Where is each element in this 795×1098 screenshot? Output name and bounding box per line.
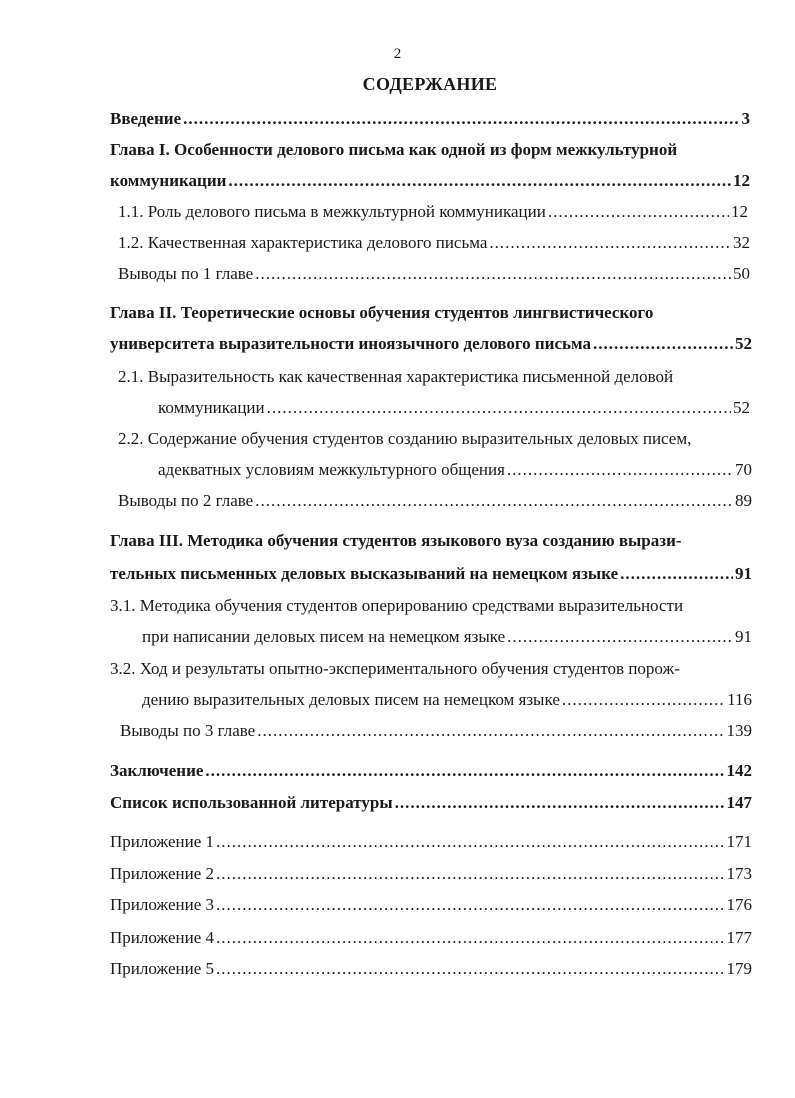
toc-section-2-2-title[interactable]: 2.2. Содержание обучения студентов созданию выразительных деловых писем, [118, 429, 692, 448]
toc-label: коммуникации [158, 398, 265, 417]
toc-label: Выводы по 2 главе [118, 491, 254, 510]
dot-leader [216, 927, 725, 949]
toc-page-number: 3 [741, 109, 750, 128]
dot-leader [216, 863, 725, 885]
dot-leader [489, 232, 731, 254]
toc-page-number: 91 [735, 627, 752, 646]
dot-leader [216, 831, 725, 853]
toc-page-number: 171 [726, 832, 752, 851]
toc-entry-conclusions-3[interactable] [120, 720, 752, 742]
toc-entry-3-1[interactable] [142, 626, 752, 648]
dot-leader [216, 958, 725, 980]
toc-section-3-2-title[interactable]: 3.2. Ход и результаты опытно-экспериментального обучения студентов порож- [110, 659, 680, 678]
toc-page-number: 176 [726, 895, 752, 914]
toc-label: тельных письменных деловых высказываний на немецком языке [110, 564, 619, 583]
toc-chapter-3-title[interactable]: Глава III. Методика обучения студентов языкового вуза созданию вырази- [110, 531, 682, 550]
toc-entry-appendix-1[interactable] [110, 831, 752, 853]
toc-label: 1.1. Роль делового письма в межкультурной коммуникации [118, 202, 546, 221]
toc-label: дению выразительных деловых писем на немецком языке [142, 690, 560, 709]
toc-page-number: 50 [733, 264, 750, 283]
dot-leader [183, 108, 739, 130]
dot-leader [216, 894, 725, 916]
toc-page-number: 173 [726, 864, 752, 883]
toc-page-number: 139 [726, 721, 752, 740]
dot-leader [507, 459, 733, 481]
toc-label: 1.2. Качественная характеристика делового письма [118, 233, 488, 252]
dot-leader [548, 201, 729, 223]
toc-entry-bibliography[interactable] [110, 792, 752, 814]
toc-entry-conclusions-1[interactable] [118, 263, 750, 285]
toc-section-2-1-title[interactable]: 2.1. Выразительность как качественная характеристика письменной деловой [118, 367, 674, 386]
toc-chapter-1-title[interactable]: Глава I. Особенности делового письма как одной из форм межкультурной [110, 140, 678, 159]
toc-label: Заключение [110, 761, 204, 780]
page-number: 2 [393, 46, 402, 62]
toc-page-number: 32 [733, 233, 750, 252]
toc-label: Приложение 3 [110, 895, 214, 914]
toc-page-number: 70 [735, 460, 752, 479]
dot-leader [593, 333, 733, 355]
dot-leader [562, 689, 725, 711]
toc-entry-appendix-4[interactable] [110, 927, 752, 949]
toc-label: Список использованной литературы [110, 793, 393, 812]
toc-page-number: 89 [735, 491, 752, 510]
dot-leader [267, 397, 731, 419]
toc-entry-appendix-2[interactable] [110, 863, 752, 885]
toc-entry-1-1[interactable] [118, 201, 748, 223]
toc-chapter-2-title[interactable]: Глава II. Теоретические основы обучения студентов лингвистического [110, 303, 654, 322]
toc-page-number: 12 [731, 202, 748, 221]
toc-label: Приложение 5 [110, 959, 214, 978]
toc-label: университета выразительности иноязычного делового письма [110, 334, 591, 353]
dot-leader [255, 263, 731, 285]
toc-label: Выводы по 3 главе [120, 721, 256, 740]
toc-label: при написании деловых писем на немецком языке [142, 627, 506, 646]
toc-section-3-1-title[interactable]: 3.1. Методика обучения студентов оперированию средствами выразительности [110, 596, 684, 615]
toc-page-number: 142 [726, 761, 752, 780]
toc-entry-conclusions-2[interactable] [118, 490, 752, 512]
toc-page-number: 147 [726, 793, 752, 812]
dot-leader [507, 626, 733, 648]
toc-label: Приложение 1 [110, 832, 214, 851]
toc-page-number: 177 [726, 928, 752, 947]
toc-page-number: 91 [735, 564, 752, 583]
toc-entry-conclusion[interactable] [110, 760, 752, 782]
toc-page-number: 52 [733, 398, 750, 417]
toc-entry-1-2[interactable] [118, 232, 750, 254]
toc-label: Приложение 2 [110, 864, 214, 883]
toc-entry-chapter-1[interactable] [110, 170, 750, 192]
dot-leader [395, 792, 725, 814]
toc-page-number: 12 [733, 171, 750, 190]
dot-leader [620, 563, 733, 585]
toc-entry-chapter-2[interactable] [110, 333, 752, 355]
toc-label: коммуникации [110, 171, 227, 190]
toc-entry-2-1[interactable] [158, 397, 750, 419]
toc-label: Выводы по 1 главе [118, 264, 254, 283]
toc-page-number: 179 [726, 959, 752, 978]
dot-leader [228, 170, 731, 192]
toc-page-number: 116 [727, 690, 752, 709]
dot-leader [255, 490, 733, 512]
toc-page-number: 52 [735, 334, 752, 353]
toc-entry-chapter-3[interactable] [110, 563, 752, 585]
toc-entry-appendix-5[interactable] [110, 958, 752, 980]
dot-leader [257, 720, 724, 742]
page-title: СОДЕРЖАНИЕ [362, 74, 498, 94]
dot-leader [205, 760, 724, 782]
toc-entry-appendix-3[interactable] [110, 894, 752, 916]
toc-entry-3-2[interactable] [142, 689, 752, 711]
toc-label: Введение [110, 109, 182, 128]
toc-label: адекватных условиям межкультурного общения [158, 460, 505, 479]
toc-label: Приложение 4 [110, 928, 214, 947]
toc-entry-intro[interactable] [110, 108, 750, 130]
toc-entry-2-2[interactable] [158, 459, 752, 481]
